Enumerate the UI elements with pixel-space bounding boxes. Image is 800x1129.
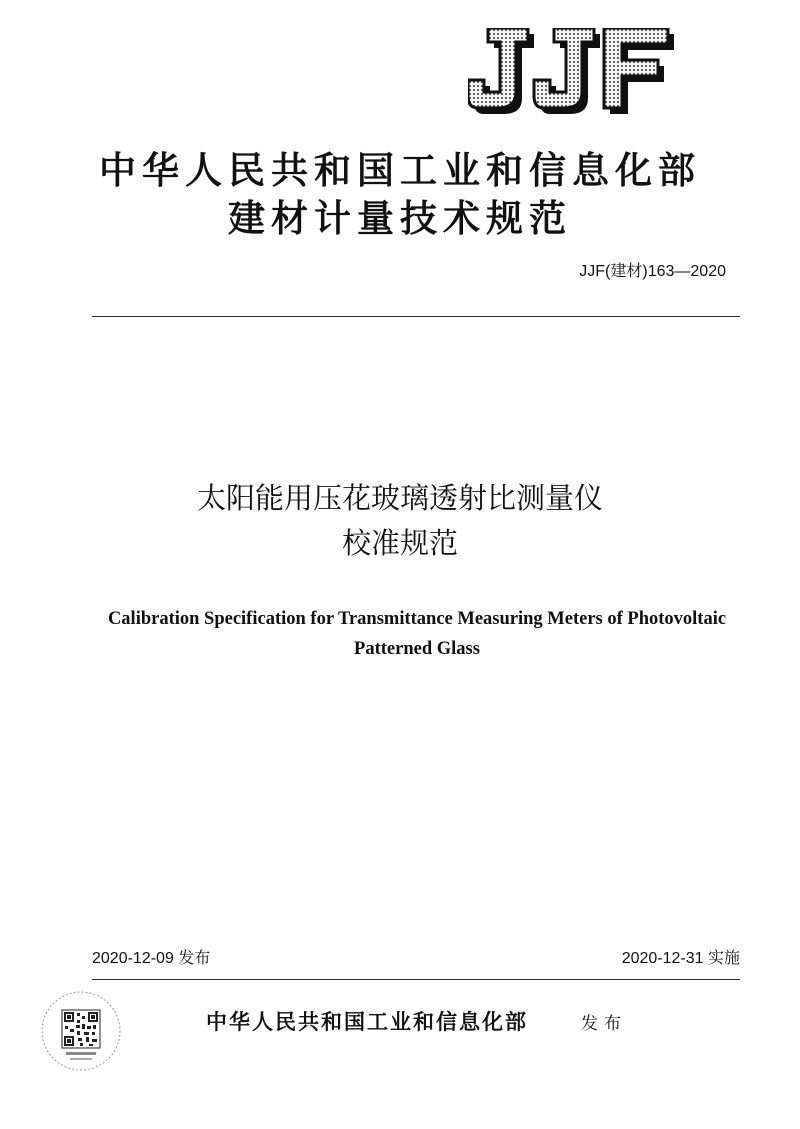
top-divider [92, 316, 740, 317]
jjf-logo [468, 28, 680, 118]
title-en-line2: Patterned Glass [354, 639, 480, 659]
issue-label: 发布 [581, 1014, 627, 1034]
issuer-name: 中华人民共和国工业和信息化部 [206, 1009, 528, 1034]
standard-code: JJF(建材)163—2020 [579, 263, 726, 280]
title-cn-line2: 校准规范 [341, 526, 458, 560]
publish-date: 2020-12-09 发布 [92, 950, 211, 967]
ministry-title: 中华人民共和国工业和信息化部 [99, 148, 701, 192]
title-en-line1: Calibration Specification for Transmittance Measuring Meters of Photovoltaic [107, 609, 727, 629]
spec-category-title: 建材计量技术规范 [228, 196, 572, 240]
implement-date: 2020-12-31 实施 [621, 950, 740, 967]
qr-code-stamp [40, 990, 122, 1072]
title-cn-line1: 太阳能用压花玻璃透射比测量仪 [196, 481, 603, 515]
bottom-divider [92, 979, 740, 980]
